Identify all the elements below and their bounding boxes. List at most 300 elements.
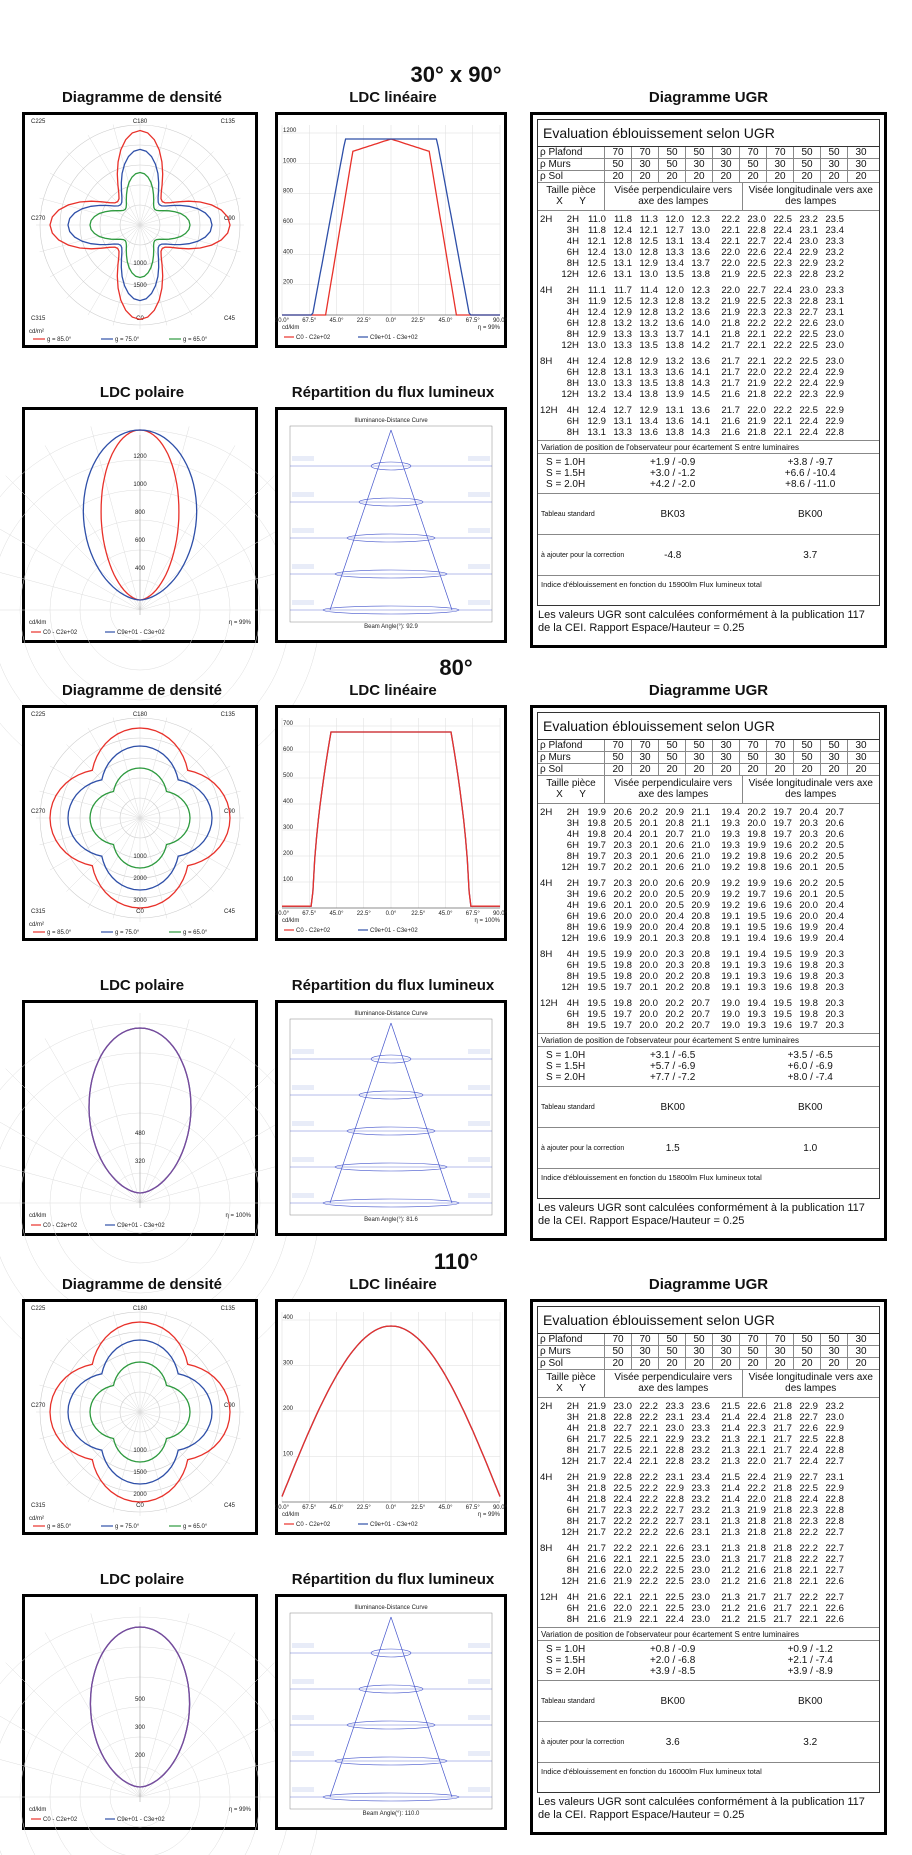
ugr-value: 23.2 — [691, 1456, 710, 1467]
ugr-value: 19.7 — [773, 818, 792, 829]
ugr-value: 23.0 — [825, 318, 844, 329]
room-y: 8H — [566, 1565, 579, 1576]
ugr-value: 19.9 — [747, 878, 766, 889]
room-y: 3H — [566, 889, 579, 900]
room-x — [538, 862, 558, 873]
ugr-value: 22.2 — [613, 1516, 632, 1527]
legend-entry: C9e+01 - C3e+02 — [370, 1522, 418, 1528]
y-tick-label: 800 — [283, 188, 294, 195]
ugr-row — [538, 829, 879, 840]
ugr-value: 22.1 — [721, 236, 740, 247]
room-y: 12H — [561, 1576, 579, 1587]
room-y: 8H — [566, 1614, 579, 1625]
ugr-value: 23.5 — [825, 214, 844, 225]
room-x — [538, 933, 558, 944]
room-x: 12H — [540, 1592, 558, 1603]
ugr-value: 20.5 — [825, 840, 844, 851]
room-y: 4H — [566, 405, 579, 416]
ugr-value: 22.6 — [665, 1543, 684, 1554]
ugr-value: 19.8 — [799, 998, 818, 1009]
ugr-value: 22.4 — [799, 1445, 818, 1456]
reflectance-row — [538, 1346, 879, 1358]
y-tick-label: 300 — [283, 825, 294, 831]
ugr-value: 13.1 — [613, 416, 632, 427]
ugr-value: 22.1 — [747, 329, 766, 340]
reflectance-value: 20 — [739, 171, 766, 182]
reflectance-value: 30 — [847, 147, 874, 158]
flux-distribution — [275, 1594, 507, 1830]
ugr-value: 19.1 — [721, 971, 740, 982]
beam-angle-label: Beam Angle(°): 92.9 — [364, 624, 418, 630]
y-tick-label: 600 — [283, 219, 294, 225]
ugr-value: 21.4 — [721, 1423, 740, 1434]
ugr-value: 22.2 — [773, 367, 792, 378]
ugr-value: 22.7 — [799, 307, 818, 318]
ugr-value: 20.1 — [639, 982, 658, 993]
y-tick-label: 100 — [283, 1451, 294, 1458]
ugr-value: 22.8 — [613, 1472, 632, 1483]
ugr-value: 22.9 — [799, 247, 818, 258]
ugr-value: 21.6 — [747, 1603, 766, 1614]
ugr-value: 20.4 — [665, 911, 684, 922]
ugr-value: 22.8 — [665, 1445, 684, 1456]
ugr-value: 21.9 — [747, 416, 766, 427]
reflectance-value: 30 — [847, 1334, 874, 1345]
x-tick-label: 45.0° — [438, 318, 453, 324]
ugr-value: 21.7 — [773, 1445, 792, 1456]
ugr-value: 23.4 — [825, 225, 844, 236]
reflectance-value: 20 — [685, 1358, 712, 1369]
ugr-row — [538, 933, 879, 944]
variation-header: Variation de position de l'observateur pour écartement S entre luminaires — [538, 1033, 879, 1047]
ugr-value: 21.8 — [721, 318, 740, 329]
ugr-value: 23.1 — [825, 307, 844, 318]
ugr-value: 22.5 — [613, 1483, 632, 1494]
reflectance-label: ρ Plafond — [540, 740, 583, 751]
ugr-value: 19.6 — [773, 960, 792, 971]
ugr-value: 21.9 — [587, 1472, 606, 1483]
ugr-value: 12.0 — [665, 214, 684, 225]
ugr-value: 22.1 — [721, 225, 740, 236]
c-angle-label: C135 — [220, 119, 235, 125]
ugr-value: 19.8 — [747, 862, 766, 873]
ugr-value: 21.6 — [721, 427, 740, 438]
ugr-value: 20.0 — [639, 998, 658, 1009]
reflectance-label: ρ Plafond — [540, 1334, 583, 1345]
room-y: 6H — [566, 840, 579, 851]
ugr-value: 23.6 — [691, 1401, 710, 1412]
c-angle-label: C270 — [31, 809, 46, 815]
ugr-value: 22.2 — [721, 214, 740, 225]
room-x — [538, 1614, 558, 1625]
ugr-value: 22.6 — [799, 1423, 818, 1434]
ugr-value: 19.1 — [721, 949, 740, 960]
reflectance-value: 20 — [604, 764, 631, 775]
ugr-value: 22.6 — [799, 318, 818, 329]
ugr-value: 19.3 — [747, 960, 766, 971]
density-value: 1000 — [133, 854, 147, 860]
ugr-value: 22.7 — [825, 1592, 844, 1603]
ugr-value: 22.4 — [799, 416, 818, 427]
ugr-value: 22.5 — [799, 405, 818, 416]
ugr-value: 19.5 — [773, 949, 792, 960]
c-angle-label: C135 — [220, 1306, 235, 1312]
legend-entry: C0 - C2e+02 — [43, 1223, 78, 1229]
ugr-value: 21.8 — [587, 1483, 606, 1494]
ugr-row — [538, 1423, 879, 1434]
ugr-value: 23.2 — [825, 269, 844, 280]
ugr-value: 23.2 — [825, 258, 844, 269]
polar-chart — [22, 407, 258, 643]
ugr-value: 20.0 — [639, 889, 658, 900]
ugr-value: 19.5 — [587, 960, 606, 971]
ugr-value: 22.2 — [639, 1472, 658, 1483]
ugr-value: 22.1 — [639, 1456, 658, 1467]
reflectance-value: 20 — [793, 764, 820, 775]
density-title: Diagramme de densité — [61, 89, 223, 106]
legend-entry: C0 - C2e+02 — [296, 1522, 331, 1528]
ugr-value: 22.5 — [799, 340, 818, 351]
ugr-value: 13.1 — [613, 269, 632, 280]
ugr-row — [538, 1516, 879, 1527]
correction-row — [538, 1721, 879, 1762]
ring-label: 600 — [134, 538, 146, 544]
room-y: 6H — [566, 1434, 579, 1445]
room-x: 4H — [540, 285, 553, 296]
ugr-value: 20.6 — [825, 829, 844, 840]
ugr-value: 19.2 — [721, 878, 740, 889]
c-angle-label: C270 — [31, 1403, 46, 1409]
room-group — [538, 875, 879, 946]
ugr-row — [538, 356, 879, 367]
ugr-value: 13.8 — [665, 378, 684, 389]
ugr-value: 13.8 — [691, 269, 710, 280]
room-group — [538, 995, 879, 1033]
ugr-value: 20.0 — [799, 900, 818, 911]
x-tick-label: 45.0° — [329, 911, 344, 917]
ugr-value: 21.0 — [691, 862, 710, 873]
ugr-value: 20.0 — [639, 1020, 658, 1031]
ugr-value: 19.2 — [721, 862, 740, 873]
ugr-value: 22.2 — [639, 1516, 658, 1527]
ugr-value: 22.0 — [747, 405, 766, 416]
room-y: 12H — [561, 933, 579, 944]
ugr-value: 22.3 — [747, 307, 766, 318]
ugr-value: 19.0 — [721, 998, 740, 1009]
ugr-row — [538, 378, 879, 389]
room-group — [538, 282, 879, 353]
ugr-value: 21.9 — [773, 1472, 792, 1483]
ugr-value: 20.2 — [799, 878, 818, 889]
ugr-value: 21.9 — [613, 1614, 632, 1625]
room-x — [538, 269, 558, 280]
ugr-row — [538, 416, 879, 427]
x-tick-label: 22.5° — [411, 318, 426, 324]
ugr-value: 20.0 — [639, 960, 658, 971]
correction-value: 3.6 — [665, 1736, 680, 1748]
room-y: 8H — [566, 1516, 579, 1527]
ugr-value: 20.3 — [665, 933, 684, 944]
ugr-value: 20.0 — [747, 818, 766, 829]
x-tick-label: 22.5° — [411, 1505, 426, 1511]
legend-entry: C0 - C2e+02 — [43, 630, 78, 636]
ugr-value: 21.8 — [587, 1423, 606, 1434]
ugr-value: 22.8 — [747, 225, 766, 236]
ugr-value: 21.8 — [773, 1527, 792, 1538]
ugr-row — [538, 225, 879, 236]
c-angle-label: C90 — [223, 1403, 235, 1409]
room-y: 2H — [566, 807, 579, 818]
room-x — [538, 329, 558, 340]
ugr-value: 21.0 — [691, 840, 710, 851]
room-x — [538, 367, 558, 378]
ugr-value: 22.1 — [639, 1543, 658, 1554]
ugr-value: 22.5 — [665, 1565, 684, 1576]
variation-row — [538, 457, 879, 468]
ugr-value: 11.8 — [588, 225, 606, 236]
ugr-value: 22.5 — [773, 214, 792, 225]
spacing-label: S = 1.5H — [546, 1655, 586, 1666]
reflectance-value: 30 — [685, 1346, 712, 1357]
room-x — [538, 982, 558, 993]
ugr-value: 22.5 — [799, 356, 818, 367]
ugr-value: 19.4 — [721, 807, 740, 818]
y-tick-label: 700 — [283, 721, 294, 727]
ugr-value: 19.9 — [613, 933, 632, 944]
ugr-value: 21.7 — [721, 356, 740, 367]
x-tick-label: 90.0° — [274, 911, 290, 917]
ugr-value: 21.8 — [773, 1483, 792, 1494]
ugr-value: 22.2 — [799, 1543, 818, 1554]
ugr-value: 22.5 — [665, 1554, 684, 1565]
variation-row — [538, 479, 879, 490]
ugr-value: 20.6 — [665, 862, 684, 873]
ugr-value: 12.8 — [639, 247, 658, 258]
ugr-value: 20.4 — [613, 829, 632, 840]
room-group — [538, 946, 879, 995]
ugr-value: 19.6 — [587, 933, 606, 944]
ugr-value: 20.8 — [691, 933, 710, 944]
ugr-value: 22.7 — [825, 1527, 844, 1538]
ugr-value: 22.8 — [799, 269, 818, 280]
ugr-value: 23.0 — [691, 1614, 710, 1625]
reflectance-value: 70 — [631, 147, 658, 158]
ugr-value: 20.2 — [799, 851, 818, 862]
room-x — [538, 247, 558, 258]
variation-value: +2.0 / -6.8 — [649, 1655, 696, 1666]
ugr-row — [538, 1456, 879, 1467]
room-x: 2H — [540, 1401, 553, 1412]
ugr-value: 22.1 — [747, 356, 766, 367]
ugr-value: 21.4 — [721, 1412, 740, 1423]
ugr-value: 13.1 — [665, 405, 684, 416]
ugr-value: 12.4 — [613, 225, 632, 236]
reflectance-value: 20 — [604, 1358, 631, 1369]
ugr-value: 22.8 — [825, 1494, 844, 1505]
room-x — [538, 378, 558, 389]
ugr-value: 19.5 — [773, 998, 792, 1009]
beam-angle-label: Beam Angle(°): 110.0 — [362, 1811, 420, 1817]
ugr-value: 21.6 — [721, 416, 740, 427]
ugr-value: 13.8 — [665, 340, 684, 351]
reflectance-value: 70 — [766, 1334, 793, 1345]
ugr-value: 22.1 — [799, 1614, 818, 1625]
room-y: 4H — [566, 1543, 579, 1554]
room-x — [538, 818, 558, 829]
legend-entry: g = 85.0° — [47, 1524, 72, 1530]
ugr-value: 21.2 — [721, 1603, 740, 1614]
ugr-value: 23.0 — [691, 1576, 710, 1587]
ugr-value: 20.2 — [747, 807, 766, 818]
ugr-value: 20.9 — [691, 889, 710, 900]
ugr-value: 13.6 — [665, 367, 684, 378]
c-angle-label: C90 — [223, 809, 235, 815]
ugr-value: 22.1 — [747, 1445, 766, 1456]
ugr-value: 13.5 — [639, 378, 658, 389]
room-y: 3H — [566, 1483, 579, 1494]
ugr-value: 20.5 — [613, 818, 632, 829]
reflectance-value: 30 — [766, 159, 793, 170]
ugr-value: 20.0 — [639, 878, 658, 889]
density-value: 2000 — [133, 876, 147, 882]
room-y: 4H — [566, 1423, 579, 1434]
efficiency-label: η = 100% — [474, 918, 500, 924]
ugr-value: 21.5 — [747, 1614, 766, 1625]
ugr-value: 13.3 — [613, 329, 632, 340]
x-tick-label: 67.5° — [302, 911, 317, 917]
reflectance-value: 50 — [685, 147, 712, 158]
room-y: 4H — [566, 356, 579, 367]
room-x: 8H — [540, 949, 553, 960]
ugr-value: 13.2 — [665, 307, 684, 318]
room-y: 8H — [566, 378, 579, 389]
ugr-value: 20.2 — [665, 1020, 684, 1031]
x-tick-label: 90.0° — [492, 318, 508, 324]
spacing-label: S = 1.0H — [546, 1644, 586, 1655]
legend-entry: C9e+01 - C3e+02 — [370, 335, 418, 341]
c-angle-label: C270 — [31, 216, 46, 222]
ugr-value: 13.4 — [613, 389, 632, 400]
legend-entry: g = 85.0° — [47, 337, 72, 343]
ugr-value: 12.8 — [587, 318, 606, 329]
ugr-value: 21.3 — [721, 1456, 740, 1467]
variation-block — [538, 454, 879, 493]
ugr-value: 22.5 — [799, 1483, 818, 1494]
ugr-value: 19.4 — [747, 998, 766, 1009]
ugr-value: 21.5 — [721, 1401, 740, 1412]
ugr-value: 23.3 — [691, 1423, 710, 1434]
ugr-title: Diagramme UGR — [648, 682, 769, 699]
ugr-value: 13.2 — [613, 318, 632, 329]
room-y: 12H — [561, 1456, 579, 1467]
room-size-header — [538, 183, 604, 210]
c-angle-label: C45 — [223, 316, 235, 322]
room-y: 12H — [561, 340, 579, 351]
ugr-value: 13.7 — [691, 258, 710, 269]
ugr-value: 20.3 — [613, 851, 632, 862]
ugr-value: 23.0 — [613, 1401, 632, 1412]
room-y: 4H — [566, 900, 579, 911]
flux-distribution — [275, 407, 507, 643]
ugr-value: 22.7 — [825, 1565, 844, 1576]
ugr-value: 21.6 — [587, 1592, 606, 1603]
ugr-row — [538, 818, 879, 829]
ugr-value: 21.0 — [691, 829, 710, 840]
reflectance-value: 30 — [685, 752, 712, 763]
ugr-value: 19.5 — [587, 1020, 606, 1031]
ugr-value: 22.8 — [825, 1505, 844, 1516]
ugr-value: 19.8 — [747, 851, 766, 862]
legend-entry: C0 - C2e+02 — [43, 1817, 78, 1823]
variation-block — [538, 1047, 879, 1086]
ugr-value: 20.8 — [691, 971, 710, 982]
ugr-value: 21.7 — [587, 1434, 606, 1445]
reflectance-row — [538, 1358, 879, 1370]
ugr-value: 20.7 — [691, 1020, 710, 1031]
room-y: 8H — [566, 427, 579, 438]
ugr-value: 22.9 — [825, 1483, 844, 1494]
ugr-value: 22.6 — [747, 247, 766, 258]
ugr-value: 22.4 — [799, 1456, 818, 1467]
room-x — [538, 340, 558, 351]
linear-chart — [275, 705, 507, 941]
ugr-value: 22.5 — [665, 1576, 684, 1587]
ugr-value: 21.3 — [721, 1543, 740, 1554]
ugr-value: 21.6 — [587, 1565, 606, 1576]
ugr-value: 21.6 — [747, 1576, 766, 1587]
room-x: 4H — [540, 1472, 553, 1483]
variation-block — [538, 1641, 879, 1680]
ugr-value: 20.4 — [825, 922, 844, 933]
ugr-value: 20.1 — [639, 829, 658, 840]
room-y: 3H — [566, 1412, 579, 1423]
c-angle-label: C45 — [223, 1503, 235, 1509]
ugr-value: 22.8 — [799, 296, 818, 307]
ugr-value: 12.9 — [587, 416, 606, 427]
linear-title: LDC linéaire — [349, 682, 437, 699]
ugr-value: 19.1 — [721, 922, 740, 933]
reflectance-value: 20 — [631, 171, 658, 182]
ugr-value: 12.8 — [587, 367, 606, 378]
room-x — [538, 1483, 558, 1494]
ugr-value: 22.7 — [747, 236, 766, 247]
room-y: 3H — [566, 225, 579, 236]
ugr-value: 20.3 — [825, 982, 844, 993]
ugr-value: 21.6 — [587, 1603, 606, 1614]
ugr-value: 22.4 — [747, 1412, 766, 1423]
variation-value: +4.2 / -2.0 — [649, 479, 696, 490]
ugr-row — [538, 1505, 879, 1516]
legend-entry: C0 - C2e+02 — [296, 928, 331, 934]
ugr-value: 19.6 — [773, 911, 792, 922]
room-x — [538, 258, 558, 269]
room-x — [538, 307, 558, 318]
ugr-value: 19.6 — [773, 851, 792, 862]
ugr-value: 19.7 — [747, 889, 766, 900]
standard-table-row — [538, 1680, 879, 1721]
ugr-value: 20.3 — [825, 971, 844, 982]
ugr-value: 21.8 — [747, 389, 766, 400]
unit-label: cd/klm — [282, 325, 300, 331]
reflectance-value: 50 — [604, 159, 631, 170]
reflectance-value: 20 — [847, 764, 874, 775]
spacing-label: S = 2.0H — [546, 1072, 586, 1083]
reflectance-value: 50 — [658, 752, 685, 763]
ugr-value: 20.3 — [613, 840, 632, 851]
variation-row — [538, 1061, 879, 1072]
ugr-value: 22.1 — [639, 1603, 658, 1614]
room-y: 6H — [566, 367, 579, 378]
